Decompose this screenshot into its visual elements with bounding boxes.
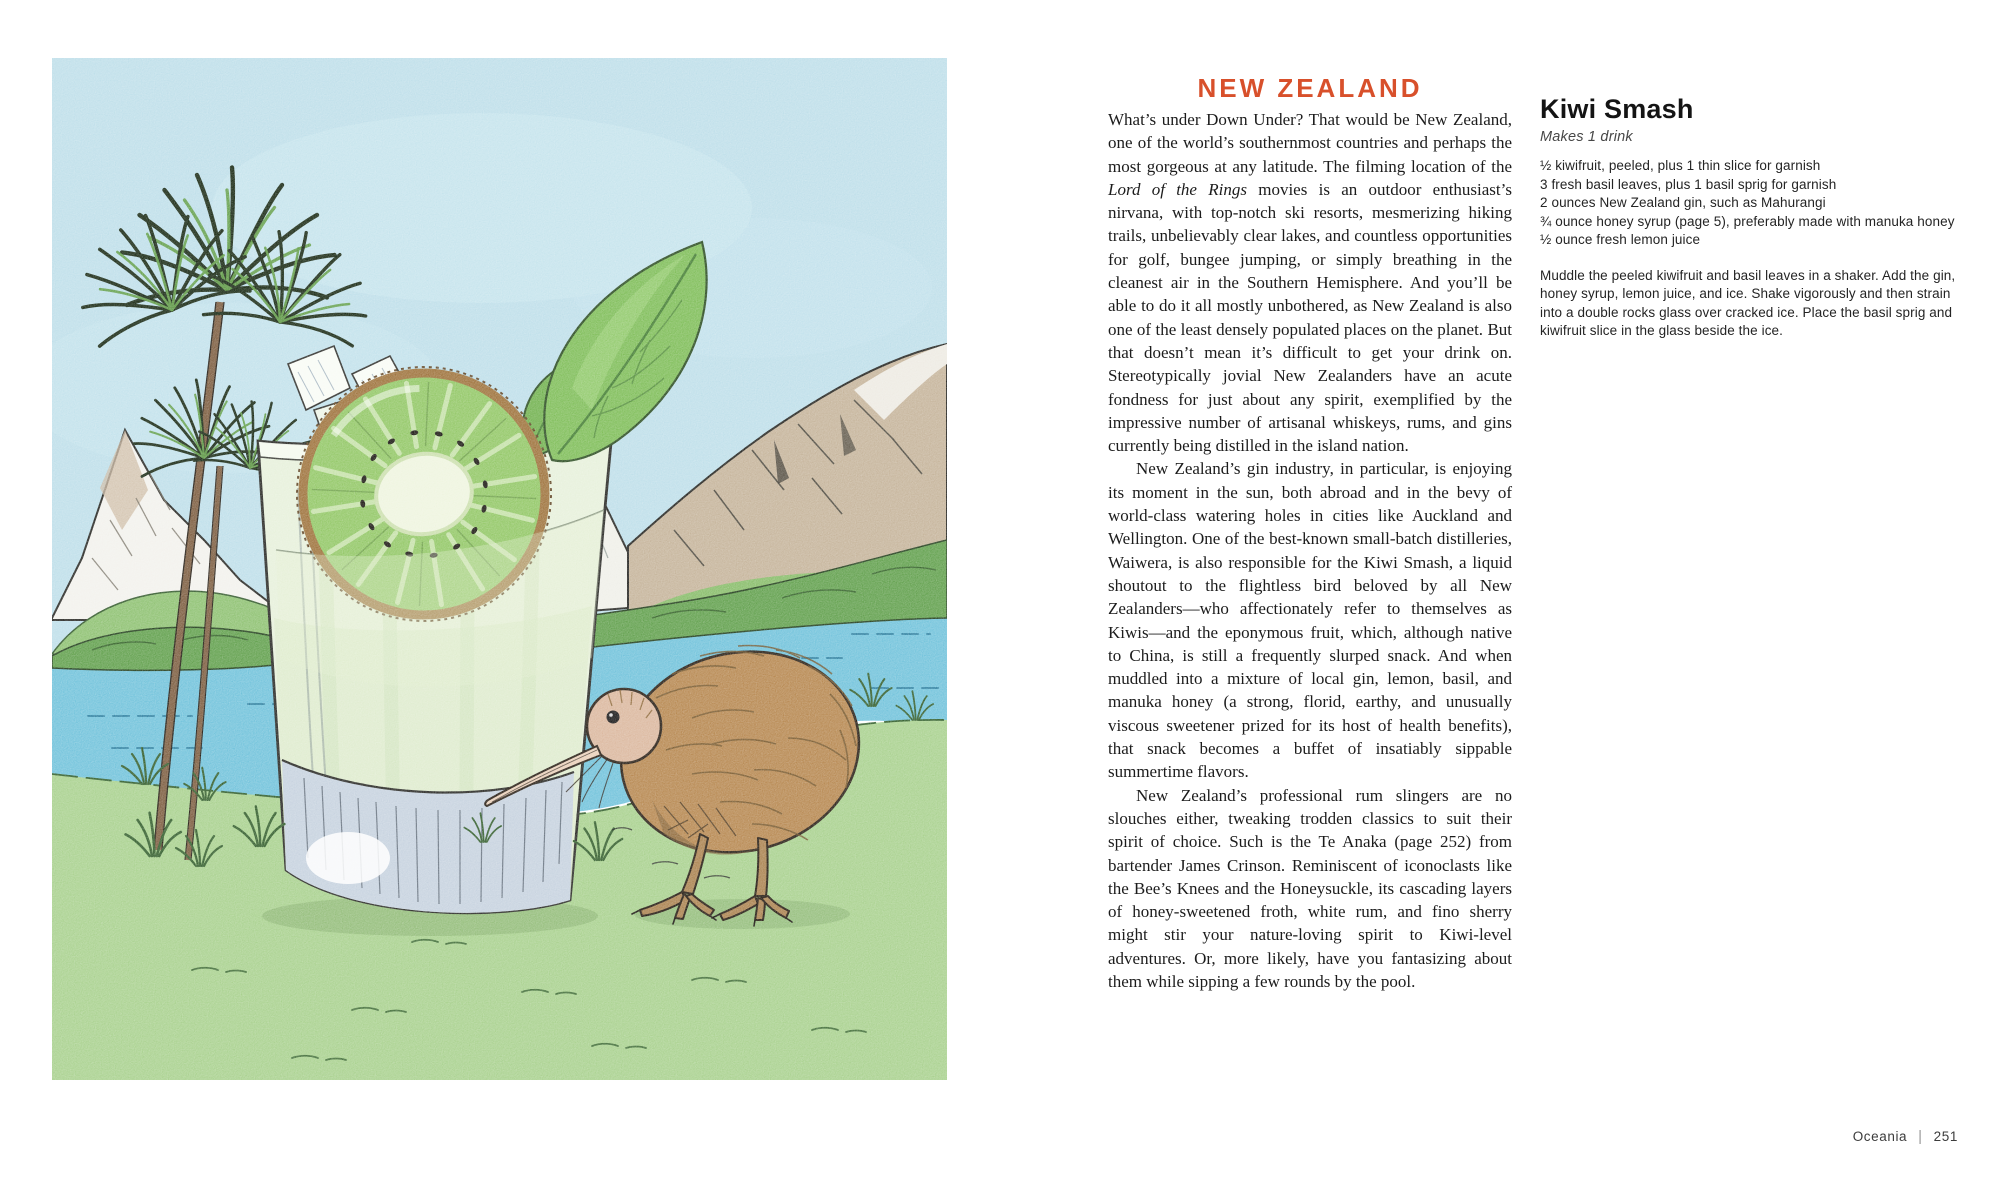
ingredient-line: ½ kiwifruit, peeled, plus 1 thin slice for garnish <box>1540 158 1821 173</box>
ingredient-line: 3 fresh basil leaves, plus 1 basil sprig for garnish <box>1540 176 1837 192</box>
body-paragraph: What’s under Down Under? That would be New Zealand, one of the world’s southernmost countries and perhaps the most gorgeous at any latitude. The filming location of the Lord of the Rings movies is an outdoor enthusiast’s nirvana, with top-notch ski resorts, mesmerizing hiking trails, unbelievably clear lakes, and countless opportunities for golf, bungee jumping, or simply breathing in the cleanest air in the Southern Hemisphere. And you’ll be able to do it all mostly unbothered, as New Zealand is also one of the least densely populated places on the planet. But that doesn’t mean it’s difficult to get your drink on. Stereotypically jovial New Zealanders have an acute fondness for just about any spirit, exemplified by the impressive number of artisanal whiskeys, rums, and gins currently being distilled in the island nation. <box>1108 110 1512 456</box>
recipe-column <box>1540 96 1968 341</box>
body-paragraphs <box>1108 108 1512 993</box>
folio-section: Oceania <box>1852 1129 1908 1144</box>
ingredient-line: ¾ ounce honey syrup (page 5), preferably made with manuka honey <box>1540 213 1955 229</box>
folio-page-number: 251 <box>1933 1129 1958 1144</box>
ingredient-list <box>1540 157 1968 250</box>
paper-texture <box>52 58 947 1080</box>
recipe-title: Kiwi Smash <box>1540 94 1694 124</box>
body-paragraph: New Zealand’s professional rum slingers are no slouches either, tweaking trodden classics to suit their spirit of choice. Such is the Te Anaka (page 252) from bartender James Crinson. Reminiscent of iconoclasts like the Bee’s Knees and the Honeysuckle, its cascading layers of honey-sweetened froth, white rum, and fino sherry might stir your nature-loving spirit to Kiwi-level adventures. Or, more likely, have you fantasizing about them while sipping a few rounds by the pool. <box>1108 785 1512 991</box>
recipe-instructions: Muddle the peeled kiwifruit and basil leaves in a shaker. Add the gin, honey syrup, lemon juice, and ice. Shake vigorously and then strain into a double rocks glass over cracked ice. Place the basil sprig and kiwifruit slice in the glass beside the ice. <box>1540 267 1956 339</box>
region-heading: NEW ZEALAND <box>1197 73 1423 103</box>
folio-divider: | <box>1918 1128 1923 1145</box>
illustration-new-zealand-scene <box>52 58 947 1080</box>
page-folio <box>1853 1128 1958 1145</box>
article-column <box>1108 60 1512 993</box>
body-paragraph: New Zealand’s gin industry, in particular, is enjoying its moment in the sun, both abroad and in the bevy of world-class watering holes in cities like Auckland and Wellington. One of the best-known small-batch distilleries, Waiwera, is also responsible for the Kiwi Smash, a liquid shoutout to the flightless bird beloved by all New Zealanders—who affectionately refer to themselves as Kiwis—and the eponymous fruit, which, although native to China, is still a frequently slurped snack. And when muddled into a mixture of local gin, lemon, basil, and manuka honey (a strong, florid, earthy, and unusually viscous sweetener prized for its host of health benefits), that snack becomes a buffet of insatiably sippable summertime flavors. <box>1108 459 1512 782</box>
recipe-yield: Makes 1 drink <box>1540 129 1633 145</box>
ingredient-line: 2 ounces New Zealand gin, such as Mahurangi <box>1540 195 1826 210</box>
ingredient-line: ½ ounce fresh lemon juice <box>1540 232 1701 247</box>
